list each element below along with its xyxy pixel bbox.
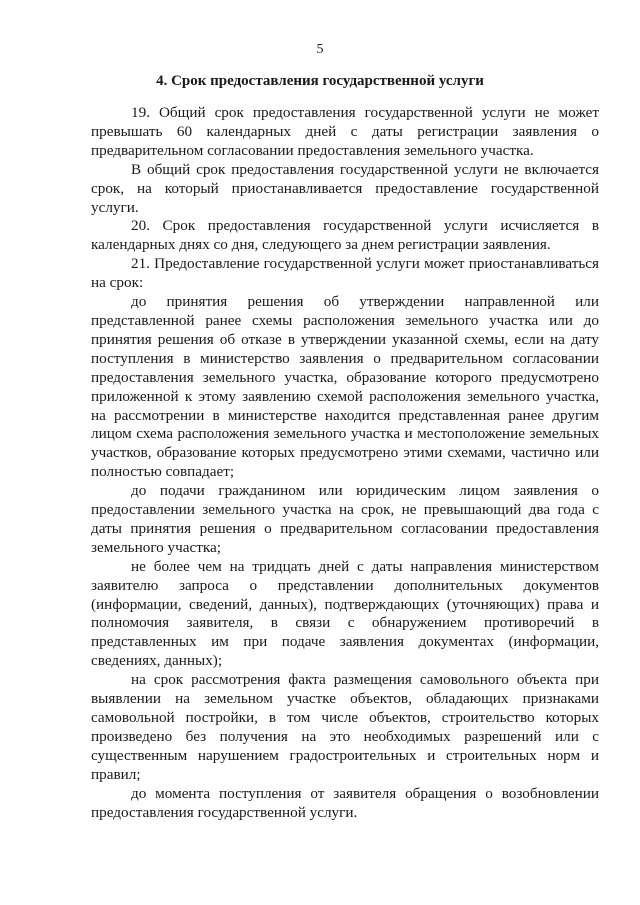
paragraph-21-item-scheme: до принятия решения об утверждении направленной или представленной ранее схемы расположения земельного участка или до принятия решения об отказе в утверждении указанной схемы, если на дату поступления в министерство заявления о предварительном согласовании предоставления земельного участка, образование которого предусмотрено приложенной к этому заявлению схемой расположения земельного участка, на рассмотрении в министерстве находится представленная ранее другим лицом схема расположения земельного участка и местоположение земельных участков, образование которых предусмотрено этими схемами, частично или полностью совпадает; bbox=[91, 293, 599, 481]
paragraph-21-item-resumption: до момента поступления от заявителя обращения о возобновлении предоставления государственной услуги. bbox=[91, 784, 599, 821]
paragraph-19: 19. Общий срок предоставления государственной услуги не может превышать 60 календарных дней с даты регистрации заявления о предварительном согласовании предоставления земельного участка. bbox=[91, 104, 599, 159]
paragraph-21-item-unauthorized-object: на срок рассмотрения факта размещения самовольного объекта при выявлении на земельном участке объектов, обладающих признаками самовольной постройки, в том числе объектов, строительство которых произведено без получения на это необходимых разрешений или с существенным нарушением градостроительных и строительных норм и правил; bbox=[91, 671, 599, 783]
page-number: 5 bbox=[316, 42, 324, 57]
body-text bbox=[91, 104, 599, 822]
paragraph-21: 21. Предоставление государственной услуги может приостанавливаться на срок: bbox=[91, 255, 599, 292]
paragraph-19-continued: В общий срок предоставления государственной услуги не включается срок, на который приостанавливается предоставление государственной услуги. bbox=[91, 160, 599, 216]
paragraph-21-item-application: до подачи гражданином или юридическим лицом заявления о предоставлении земельного участка на срок, не превышающий два года с даты принятия решения о предварительном согласовании предоставления земельного участка; bbox=[91, 482, 599, 556]
paragraph-20: 20. Срок предоставления государственной услуги исчисляется в календарных днях со дня, следующего за днем регистрации заявления. bbox=[91, 217, 599, 254]
paragraph-21-item-request: не более чем на тридцать дней с даты направления министерством заявителю запроса о представлении дополнительных документов (информации, сведений, данных), подтверждающих (уточняющих) права и полномочия заявителя, в связи с обнаружением противоречий в представленных им при подаче заявления документах (информации, сведениях, данных); bbox=[91, 557, 599, 670]
section-title: 4. Срок предоставления государственной услуги bbox=[156, 73, 484, 89]
